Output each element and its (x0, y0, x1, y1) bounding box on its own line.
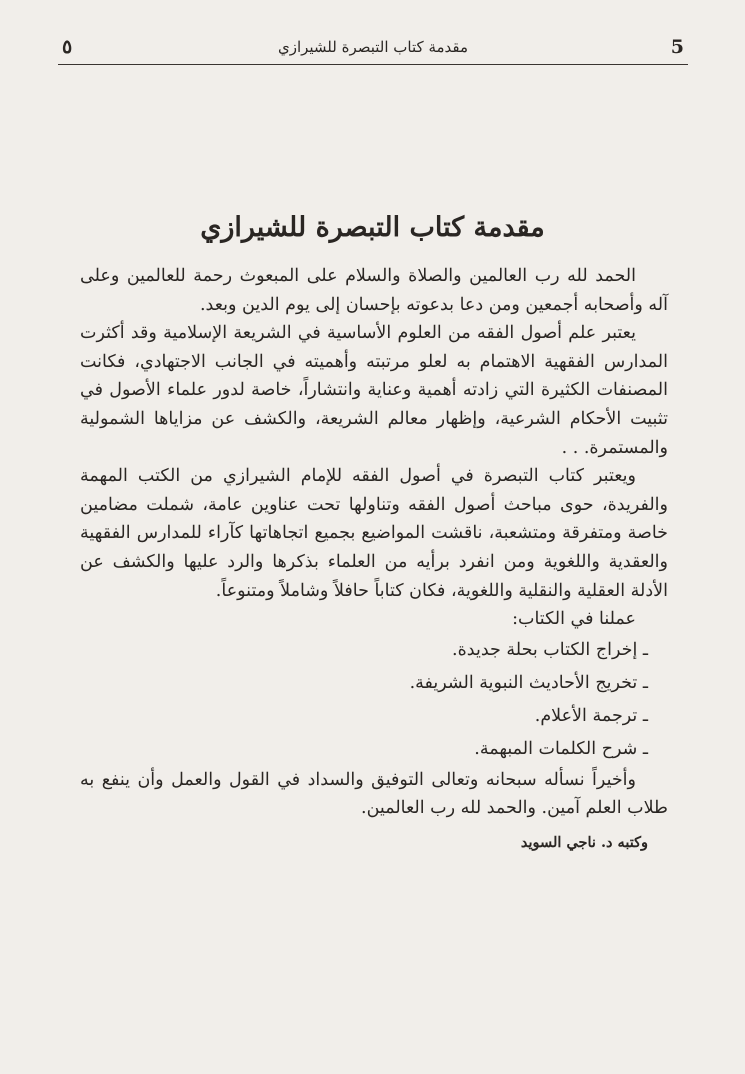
paragraph-tabsira: ويعتبر كتاب التبصرة في أصول الفقه للإمام الشيرازي من الكتب المهمة والفريدة، حوى مباحث أصول الفقه وتناولها تحت عناوين عامة، شملت مضامين خاصة ومتفرقة ومتشعبة، ناقشت المواضيع بجميع اتجاهاتها كآراء للمدارس الفقهية والعقدية واللغوية ومن انفرد برأيه من العلماء بذكرها والرد عليها والكشف عن الأدلة العقلية والنقلية واللغوية، فكان كتاباً حافلاً وشاملاً ومتنوعاً. (80, 466, 668, 601)
work-item: ـ ترجمة الأعلام. (534, 705, 648, 726)
page-number-latin: 5 (670, 36, 684, 58)
work-list (80, 634, 668, 766)
paragraph-opening: الحمد لله رب العالمين والصلاة والسلام على المبعوث رحمة للعالمين وعلى آله وأصحابه أجمعين ومن دعا بدعوته بإحسان إلى يوم الدين وبعد. (80, 266, 668, 315)
body-text (80, 262, 668, 858)
work-item: ـ شرح الكلمات المبهمة. (474, 738, 648, 759)
work-item: ـ إخراج الكتاب بحلة جديدة. (452, 639, 648, 660)
running-header (58, 34, 688, 65)
author-signature: وكتبه د. ناجي السويد (520, 833, 648, 851)
page-title: مقدمة كتاب التبصرة للشيرازي (200, 212, 545, 243)
work-item: ـ تخريج الأحاديث النبوية الشريفة. (409, 672, 648, 693)
work-intro: عملنا في الكتاب: (512, 609, 636, 630)
running-title: مقدمة كتاب التبصرة للشيرازي (277, 38, 469, 56)
page-number-arabic: ٥ (62, 36, 73, 58)
paragraph-usul: يعتبر علم أصول الفقه من العلوم الأساسية في الشريعة الإسلامية وقد أكثرت المدارس الفقهية الاهتمام به لعلو مرتبته وأهميته في الجانب الاجتهادي، فكانت المصنفات الكثيرة التي زادته أهمية وعناية وانتشاراً، خاصة لدور علماء الأصول في تثبيت الأحكام الشرعية، وإظهار معالم الشريعة، والكشف عن مزاياها الشمولية والمستمرة. . . (80, 323, 668, 458)
paragraph-closing: وأخيراً نسأله سبحانه وتعالى التوفيق والسداد في القول والعمل وأن ينفع به طلاب العلم آمين. والحمد لله رب العالمين. (80, 769, 668, 819)
